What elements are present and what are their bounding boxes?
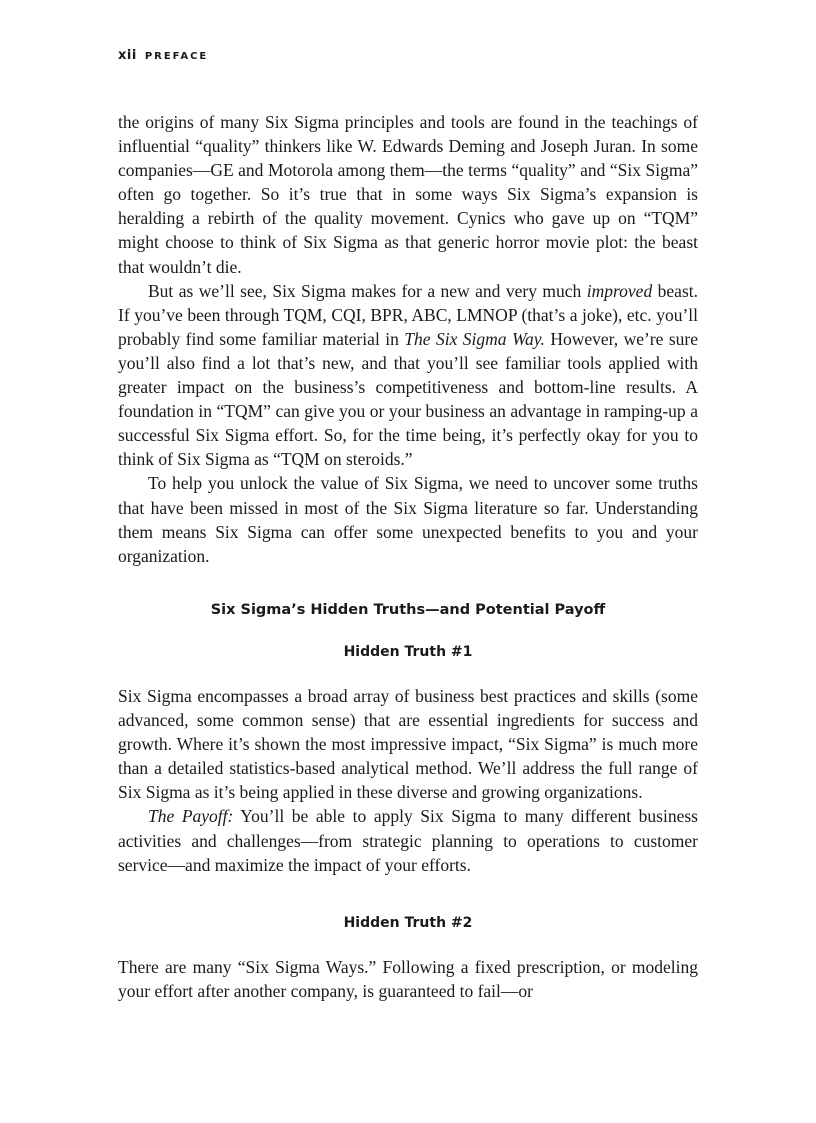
paragraph: [118, 804, 698, 876]
text-run: beast. If you’ve been through TQM, CQI, BPR, ABC, LMNOP (that’s a joke), etc. you’ll probably find some familiar material in: [118, 280, 698, 349]
page-number: xii: [118, 48, 137, 63]
book-title: The Six Sigma Way.: [404, 328, 545, 349]
subheading-truth-1: Hidden Truth #1: [343, 643, 473, 660]
running-head: [118, 44, 208, 63]
payoff-label: The Payoff:: [148, 806, 234, 827]
section-title: PREFACE: [144, 51, 209, 62]
paragraph: Six Sigma encompasses a broad array of business best practices and skills (some advanced, some common sense) that are essential ingredients for success and growth. Where it’s shown the most impressive impact, “Six Sigma” is much more than a detailed statistics-based analytical method. We’ll address the full range of Six Sigma as it’s being applied in these diverse and growing organizations.: [118, 685, 698, 803]
subheading-truth-2: Hidden Truth #2: [343, 914, 473, 931]
paragraph: To help you unlock the value of Six Sigma, we need to uncover some truths that have been missed in most of the Six Sigma literature so far. Understanding them means Six Sigma can offer some unexpected benefits to you and your organization.: [118, 473, 698, 566]
paragraph: [118, 279, 698, 472]
emphasis: improved: [586, 280, 653, 301]
paragraph: the origins of many Six Sigma principles and tools are found in the teachings of influential “quality” thinkers like W. Edwards Deming and Joseph Juran. In some companies—GE and Motorola among them—the terms “quality” and “Six Sigma” often go together. So it’s true that in some ways Six Sigma’s expansion is heralding a rebirth of the quality movement. Cynics who gave up on “TQM” might choose to think of Six Sigma as that generic horror movie plot: the beast that wouldn’t die.: [118, 112, 698, 277]
text-run: You’ll be able to apply Six Sigma to many different business activities and challenges—from strategic planning to operations to customer service—and maximize the impact of your efforts.: [118, 806, 698, 875]
section-heading: Six Sigma’s Hidden Truths—and Potential Payoff: [210, 601, 606, 618]
body-text: [118, 110, 698, 1003]
paragraph: There are many “Six Sigma Ways.” Following a fixed prescription, or modeling your effort after another company, is guaranteed to fail—or: [118, 956, 698, 1001]
text-run: But as we’ll see, Six Sigma makes for a new and very much: [148, 280, 587, 301]
text-run: However, we’re sure you’ll also find a lot that’s new, and that you’ll see familiar tools applied with greater impact on the business’s competitiveness and bottom-line results. A foundation in “TQM” can give you or your business an advantage in ramping-up a successful Six Sigma effort. So, for the time being, it’s perfectly okay for you to think of Six Sigma as “TQM on steroids.”: [118, 328, 698, 470]
